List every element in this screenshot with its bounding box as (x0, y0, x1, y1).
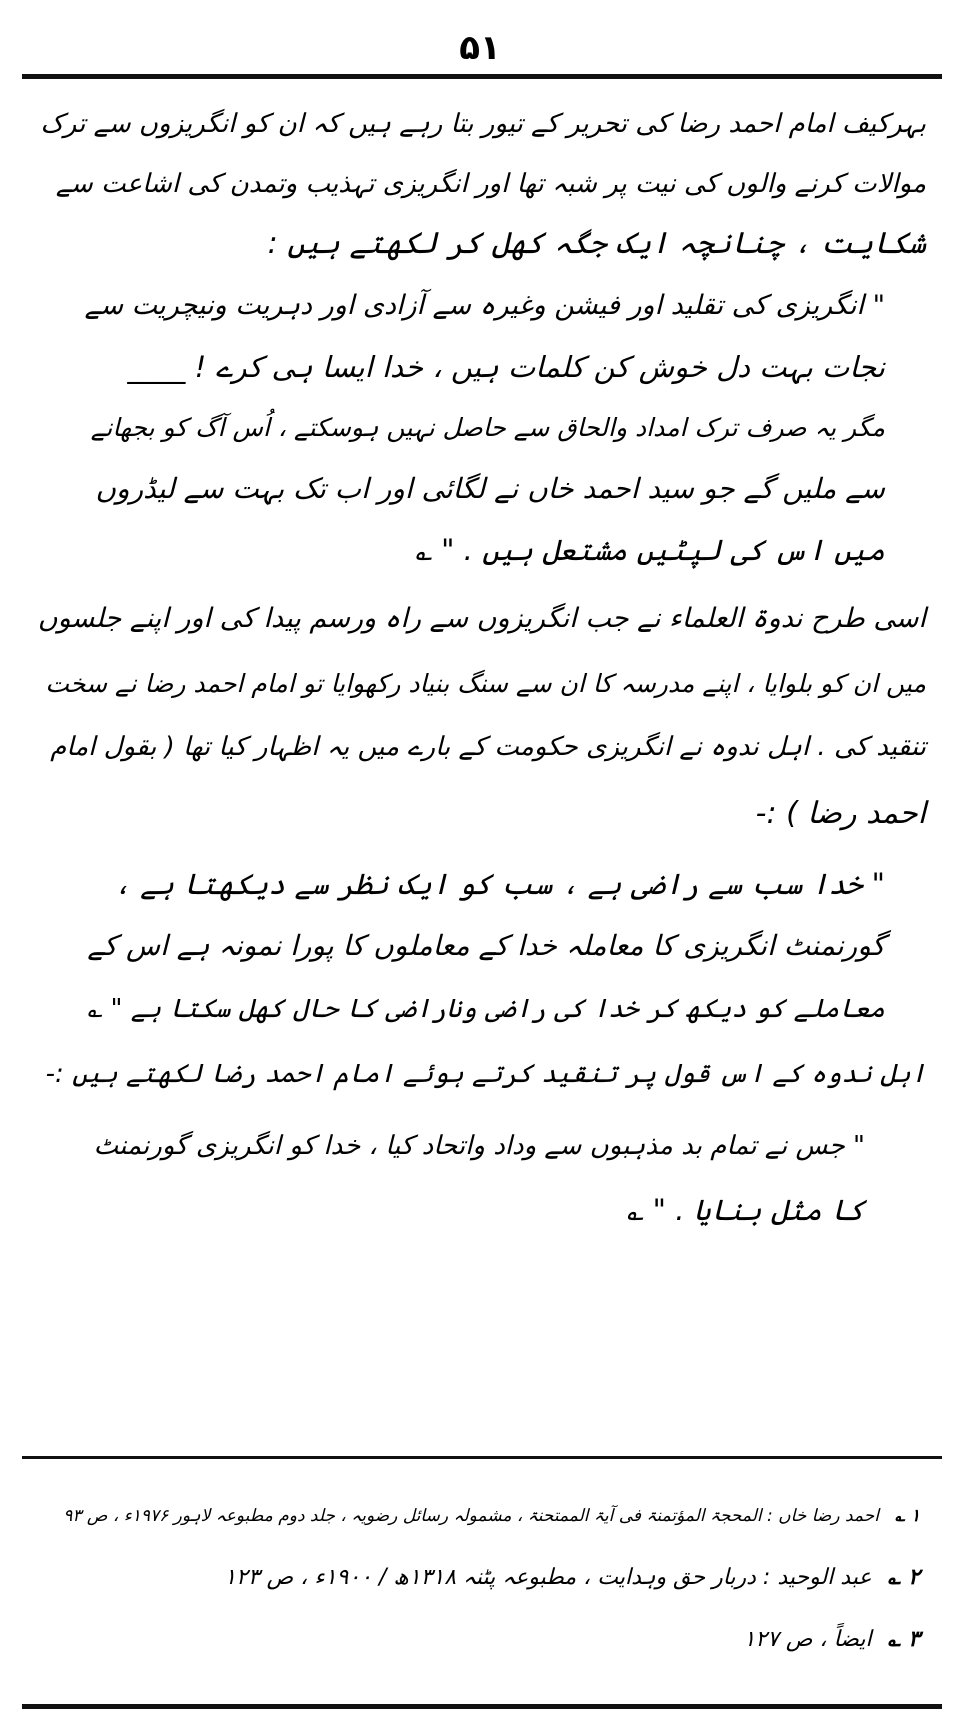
footnote-2 (40, 1558, 920, 1598)
body-line: میں ان کو بلوایا ، اپنے مدرسہ کا ان سے سنگ بنیاد رکھوایا تو امام احمد رضا نے سخت (45, 669, 926, 698)
footnote-text: احمد رضا خاں : المحجۃ المؤتمنۃ فی آیۃ الممتحنۃ ، مشمولہ رسائل رضویہ ، جلد دوم مطبوعہ لاہور ۱۹۷۶ء ، ص ۹۳ (63, 1506, 879, 1526)
body-line: شکایت ، چنانچہ ایک جگہ کھل کر لکھتے ہیں : (267, 226, 926, 261)
body-line: اسی طرح ندوۃ العلماء نے جب انگریزوں سے راہ ورسم پیدا کی اور اپنے جلسوں (37, 603, 926, 634)
quote-line: مگر یہ صرف ترک امداد والحاق سے حاصل نہیں ہوسکتے ، اُس آگ کو بجھانے (90, 413, 885, 442)
quote-line: معاملے کو دیکھ کر خدا کی راضی وناراضی کا حال کھل سکتا ہے " ؎ (87, 994, 885, 1024)
footnote-mark: ۳ ؎ (887, 1627, 920, 1652)
quote-line: " خدا سب سے راضی ہے ، سب کو ایک نظر سے دیکھتا ہے ، (113, 867, 885, 901)
quote-line: کا مثل بنایا . " ؎ (626, 1193, 865, 1227)
body-line: اہل ندوہ کے اس قول پر تنقید کرتے ہوئے امام احمد رضا لکھتے ہیں :- (45, 1059, 926, 1089)
body-line: بہرکیف امام احمد رضا کی تحریر کے تیور بتا رہے ہیں کہ ان کو انگریزوں سے ترک (40, 109, 926, 139)
quote-line: میں اس کی لپٹیں مشتعل ہیں . " ؎ (414, 533, 885, 567)
footnote-mark: ۲ ؎ (887, 1565, 920, 1590)
footnote-text: عبد الوحید : دربار حق وہدایت ، مطبوعہ پٹنہ ۱۳۱۸ھ / ۱۹۰۰ء ، ص ۱۲۳ (224, 1565, 872, 1590)
quote-line: " جس نے تمام بد مذہبوں سے وداد واتحاد کیا ، خدا کو انگریزی گورنمنٹ (93, 1131, 865, 1161)
quote-line: سے ملیں گے جو سید احمد خاں نے لگائی اور اب تک بہت سے لیڈروں (95, 472, 885, 505)
footnote-rule (22, 1456, 942, 1459)
quote-line: نجات بہت دل خوش کن کلمات ہیں ، خدا ایسا ہی کرے ! ____ (127, 350, 885, 384)
quote-line: " انگریزی کی تقلید اور فیشن وغیرہ سے آزادی اور دہریت ونیچریت سے (84, 290, 885, 321)
footnote-1 (40, 1496, 920, 1536)
page-number: ۵۱ (459, 28, 501, 68)
body-line: احمد رضا ) :- (755, 796, 926, 831)
body-line: موالات کرنے والوں کی نیت پر شبہ تھا اور انگریزی تہذیب وتمدن کی اشاعت سے (55, 169, 926, 199)
footnote-text: ایضاً ، ص ۱۲۷ (743, 1627, 872, 1652)
body-line: تنقید کی . اہل ندوہ نے انگریزی حکومت کے بارے میں یہ اظہار کیا تھا ( بقول امام (50, 732, 926, 762)
footer-rule (22, 1704, 942, 1709)
footnote-3 (40, 1620, 920, 1660)
quote-line: گورنمنٹ انگریزی کا معاملہ خدا کے معاملوں کا پورا نمونہ ہے اس کے (87, 929, 885, 962)
header-rule (22, 74, 942, 79)
footnote-mark: ۱ ؎ (894, 1506, 920, 1526)
